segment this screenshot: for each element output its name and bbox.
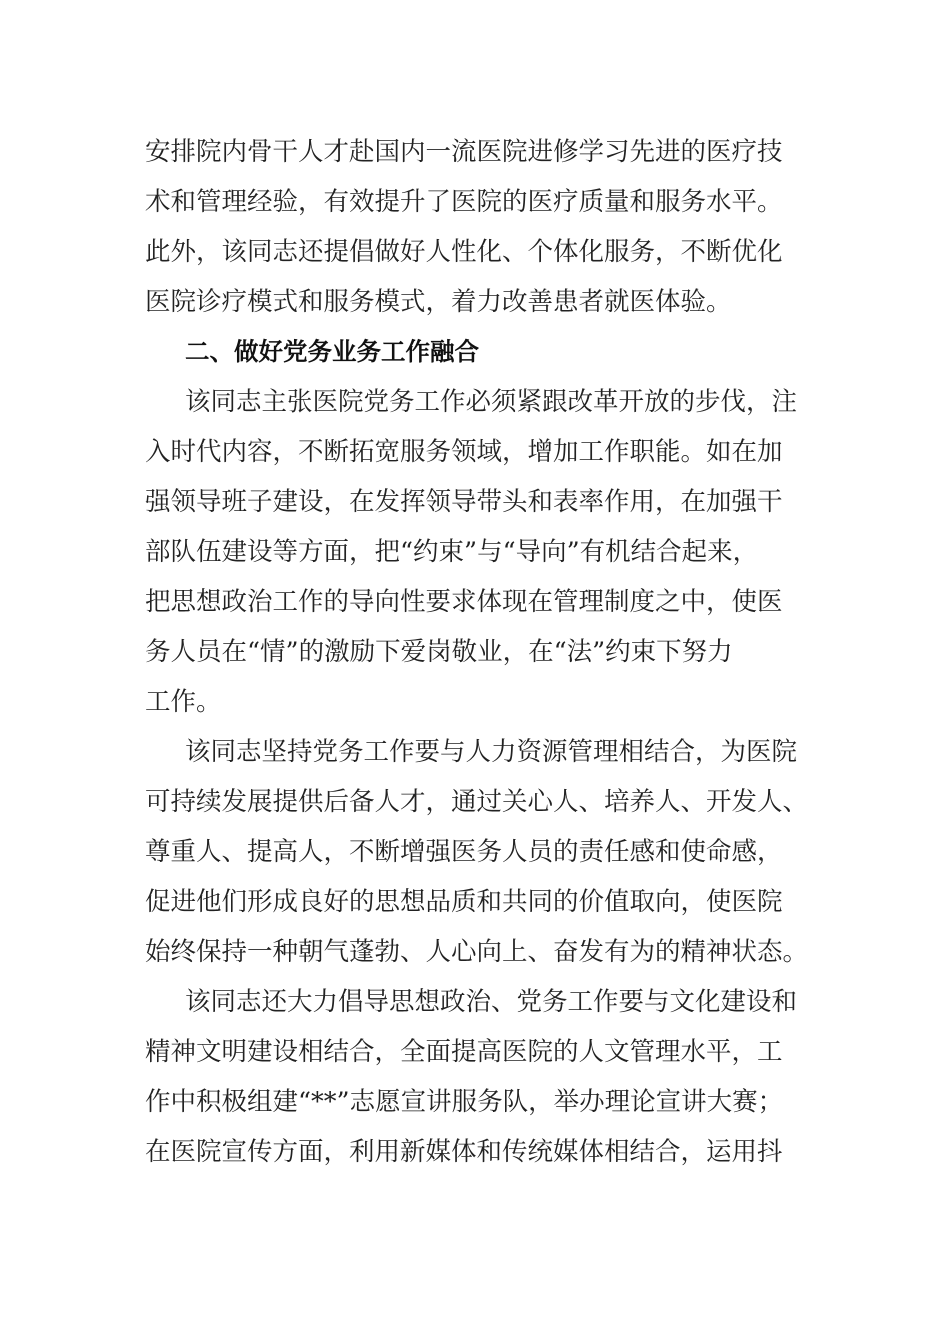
document-body — [145, 127, 809, 1177]
body-line: 部队伍建设等方面，把“约束”与“导向”有机结合起来， — [145, 537, 759, 567]
body-line: 术和管理经验，有效提升了医院的医疗质量和服务水平。 — [145, 187, 783, 217]
body-line: 精神文明建设相结合，全面提高医院的人文管理水平，工 — [145, 1037, 783, 1067]
body-line: 务人员在“情”的激励下爱岗敬业，在“法”约束下努力 — [145, 637, 733, 667]
body-line: 入时代内容，不断拓宽服务领域，增加工作职能。如在加 — [145, 437, 783, 467]
body-line: 在医院宣传方面，利用新媒体和传统媒体相结合，运用抖 — [145, 1137, 783, 1167]
body-line: 始终保持一种朝气蓬勃、人心向上、奋发有为的精神状态。 — [145, 937, 809, 967]
section-heading: 二、做好党务业务工作融合 — [185, 337, 479, 366]
body-line: 医院诊疗模式和服务模式，着力改善患者就医体验。 — [145, 287, 732, 317]
body-line: 尊重人、提高人，不断增强医务人员的责任感和使命感， — [145, 837, 783, 867]
paragraph-first-line: 该同志主张医院党务工作必须紧跟改革开放的步伐，注 — [185, 387, 798, 417]
body-line: 促进他们形成良好的思想品质和共同的价值取向，使医院 — [145, 887, 783, 917]
paragraph-first-line: 该同志坚持党务工作要与人力资源管理相结合，为医院 — [185, 737, 798, 767]
body-line: 工作。 — [145, 687, 222, 717]
body-line: 把思想政治工作的导向性要求体现在管理制度之中，使医 — [145, 587, 783, 617]
body-line: 作中积极组建“**”志愿宣讲服务队，举办理论宣讲大赛； — [145, 1087, 784, 1117]
paragraph-first-line: 该同志还大力倡导思想政治、党务工作要与文化建设和 — [185, 987, 798, 1017]
body-line: 强领导班子建设，在发挥领导带头和表率作用，在加强干 — [145, 487, 783, 517]
body-line: 可持续发展提供后备人才，通过关心人、培养人、开发人、 — [145, 787, 809, 817]
body-line: 安排院内骨干人才赴国内一流医院进修学习先进的医疗技 — [145, 137, 783, 167]
body-line: 此外，该同志还提倡做好人性化、个体化服务，不断优化 — [145, 237, 783, 267]
